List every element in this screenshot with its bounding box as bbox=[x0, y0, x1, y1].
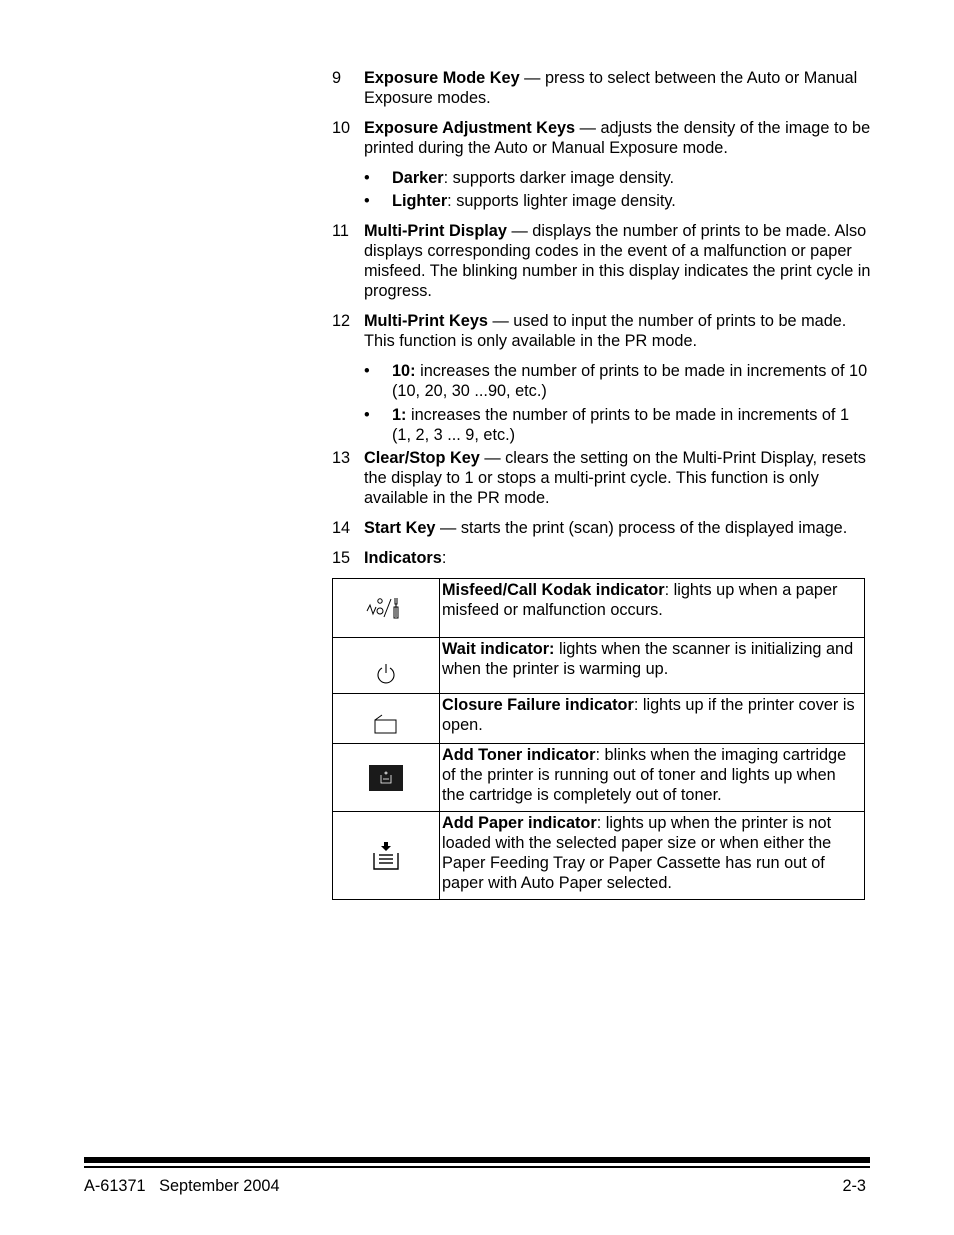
indicator-text: : blinks when the imaging cartridge of the printer is running out of toner and lights up when the cartridge is completely out of toner. bbox=[442, 746, 847, 804]
item-text: — press to select between the Auto or Manual Exposure modes. bbox=[364, 69, 858, 107]
footer-doc-id: A-61371 September 2004 bbox=[84, 1177, 280, 1195]
list-item bbox=[332, 518, 872, 538]
indicator-description bbox=[440, 812, 865, 900]
bullet-item bbox=[364, 361, 872, 401]
table-row bbox=[333, 694, 865, 744]
indicator-description bbox=[440, 579, 865, 638]
indicator-text: : lights up when a paper misfeed or malfunction occurs. bbox=[442, 581, 838, 619]
bullet-glyph: • bbox=[364, 192, 370, 210]
bullet-item bbox=[364, 191, 872, 211]
item-number: 13 bbox=[332, 449, 351, 467]
item-number: 11 bbox=[332, 222, 349, 240]
item-number: 10 bbox=[332, 119, 351, 137]
bullet-glyph: • bbox=[364, 169, 370, 187]
item-text: — used to input the number of prints to be made. This function is only available in the PR mode. bbox=[364, 312, 847, 350]
footer-rule-thick bbox=[84, 1157, 870, 1163]
icon-cell bbox=[333, 579, 440, 638]
bullet-item bbox=[364, 405, 872, 445]
bullet-glyph: • bbox=[364, 362, 370, 380]
bullet-text: : supports darker image density. bbox=[443, 169, 675, 187]
item-text: — starts the print (scan) process of the displayed image. bbox=[435, 519, 848, 537]
item-text: — clears the setting on the Multi-Print Display, resets the display to 1 or stops a multi-print cycle. This function is only available in the PR mode. bbox=[364, 449, 866, 507]
indicator-name: Wait indicator: bbox=[442, 640, 555, 658]
list-item bbox=[332, 221, 872, 301]
item-title: Multi-Print Display bbox=[364, 222, 507, 240]
item-title: Multi-Print Keys bbox=[364, 312, 488, 330]
item-title: Start Key bbox=[364, 519, 436, 537]
icon-cell bbox=[333, 694, 440, 744]
indicator-text: : lights up if the printer cover is open. bbox=[442, 696, 855, 734]
table-row bbox=[333, 579, 865, 638]
add-paper-icon bbox=[371, 841, 401, 871]
bullet-bold: 1: bbox=[392, 406, 407, 424]
bullet-list bbox=[364, 361, 872, 445]
item-text: — displays the number of prints to be made. Also displays corresponding codes in the event of a malfunction or paper misfeed. The blinking number in this display indicates the print cycle in progress. bbox=[364, 222, 871, 300]
bullet-list bbox=[364, 168, 872, 211]
page-number: 2-3 bbox=[842, 1177, 866, 1195]
bullet-bold: Darker bbox=[392, 169, 444, 187]
item-text: — adjusts the density of the image to be printed during the Auto or Manual Exposure mode. bbox=[364, 119, 871, 157]
bullet-text: increases the number of prints to be made in increments of 10 (10, 20, 30 ...90, etc.) bbox=[392, 362, 868, 400]
bullet-bold: Lighter bbox=[392, 192, 448, 210]
indicator-name: Closure Failure indicator bbox=[442, 696, 634, 714]
indicator-description bbox=[440, 638, 865, 694]
list-item bbox=[332, 68, 872, 108]
icon-cell bbox=[333, 744, 440, 812]
indicator-name: Add Toner indicator bbox=[442, 746, 596, 764]
icon-cell bbox=[333, 638, 440, 694]
item-number: 14 bbox=[332, 519, 351, 537]
bullet-glyph: • bbox=[364, 406, 370, 424]
misfeed-call-icon bbox=[366, 595, 406, 621]
indicator-text: lights when the scanner is initializing and when the printer is warming up. bbox=[442, 640, 854, 678]
indicators-table bbox=[332, 578, 865, 900]
item-title: Clear/Stop Key bbox=[364, 449, 480, 467]
item-number: 15 bbox=[332, 549, 351, 567]
item-title: Exposure Adjustment Keys bbox=[364, 119, 576, 137]
list-item bbox=[332, 448, 872, 508]
table-row bbox=[333, 744, 865, 812]
list-item bbox=[332, 311, 872, 445]
bullet-bold: 10: bbox=[392, 362, 416, 380]
indicator-text: : lights up when the printer is not loaded with the selected paper size or when either the Paper Feeding Tray or Paper Cassette has run out of paper with Auto Paper selected. bbox=[442, 814, 832, 892]
bullet-text: increases the number of prints to be made in increments of 1 (1, 2, 3 ... 9, etc.) bbox=[392, 406, 850, 444]
table-row bbox=[333, 638, 865, 694]
indicator-description bbox=[440, 694, 865, 744]
indicator-description bbox=[440, 744, 865, 812]
list-item bbox=[332, 548, 872, 568]
item-number: 9 bbox=[332, 69, 342, 87]
item-title: Indicators bbox=[364, 549, 442, 567]
footer-rule-thin bbox=[84, 1166, 870, 1168]
add-toner-icon bbox=[369, 765, 403, 791]
indicator-name: Misfeed/Call Kodak indicator bbox=[442, 581, 665, 599]
content-column bbox=[332, 68, 872, 900]
item-text: : bbox=[441, 549, 447, 567]
bullet-text: : supports lighter image density. bbox=[447, 192, 676, 210]
list-item bbox=[332, 118, 872, 211]
closure-failure-icon bbox=[373, 714, 399, 734]
icon-cell bbox=[333, 812, 440, 900]
wait-icon bbox=[374, 661, 398, 685]
indicator-name: Add Paper indicator bbox=[442, 814, 597, 832]
item-number: 12 bbox=[332, 312, 351, 330]
bullet-item bbox=[364, 168, 872, 188]
table-row bbox=[333, 812, 865, 900]
item-title: Exposure Mode Key bbox=[364, 69, 520, 87]
